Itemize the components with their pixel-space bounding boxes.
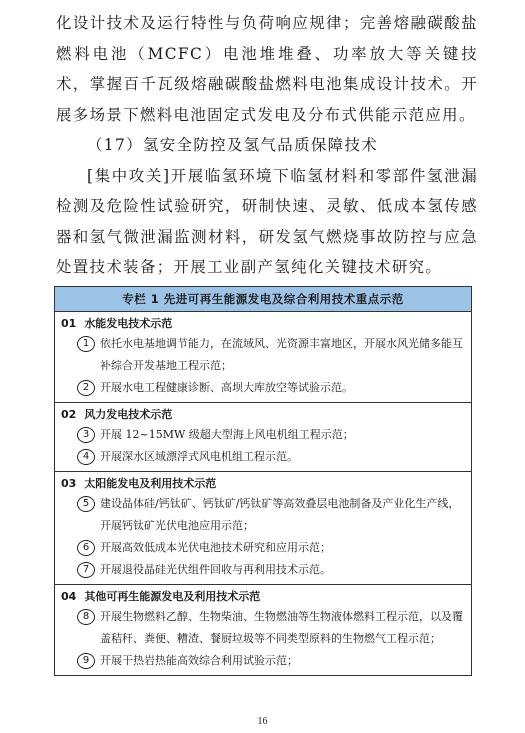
section-number: 01 [61,317,77,330]
list-item [61,537,465,559]
circled-number: 9 [77,653,95,669]
item-text: 建设晶体硅/钙钛矿、钙钛矿/钙钛矿等高效叠层电池制备及产业化生产线，开展钙钛矿光伏电池应用示范； [100,497,460,532]
list-item [61,377,465,399]
section-number: 04 [61,590,77,603]
item-text: 开展水电工程健康诊断、高坝大库放空等试验示范。 [100,381,353,394]
section-title: 太阳能发电及利用技术示范 [84,477,217,490]
item-text: 开展深水区域漂浮式风电机组工程示范。 [100,450,298,463]
circled-number: 3 [77,427,95,443]
section-number: 03 [61,477,77,490]
section-header [61,405,465,424]
circled-number: 6 [77,540,95,556]
list-item [61,559,465,581]
feature-box [54,286,472,676]
circled-number: 5 [77,496,95,512]
list-item [61,650,465,672]
list-item [61,424,465,446]
list-item [61,493,465,537]
section-header [61,587,465,606]
item-text: 依托水电基地调节能力，在流域风、光资源丰富地区，开展水风光储多能互补综合开发基地工程示范； [100,337,463,372]
box-title: 专栏 1 先进可再生能源发电及综合利用技术重点示范 [55,287,471,312]
section-header [61,474,465,493]
box-section [55,312,471,403]
page-number: 16 [257,716,268,727]
box-section [55,585,471,675]
section-heading: （17）氢安全防控及氢气品质保障技术 [87,136,379,154]
item-text: 开展退役晶硅光伏组件回收与再利用技术示范。 [100,563,331,576]
paragraph: [集中攻关]开展临氢环境下临氢材料和零部件氢泄漏检测及危险性试验研究，研制快速、灵敏、低成本氢传感器和氢气微泄漏监测材料，研发氢气燃烧事故防控与应急处置技术装备；开展工业副产氢纯化关键技术研究。 [56,166,478,276]
section-title: 其他可再生能源发电及利用技术示范 [84,590,261,603]
circled-number: 2 [77,380,95,396]
list-item [61,333,465,377]
item-text: 开展干热岩热能高效综合利用试验示范； [100,654,298,667]
section-number: 02 [61,408,77,421]
section-header [61,314,465,333]
paragraph: 化设计技术及运行特性与负荷响应规律；完善熔融碳酸盐燃料电池（MCFC）电池堆堆叠、功率放大等关键技术，掌握百千瓦级熔融碳酸盐燃料电池集成设计技术。开展多场景下燃料电池固定式发电及分布式供能示范应用。 [56,14,478,124]
item-text: 开展生物燃料乙醇、生物柴油、生物燃油等生物液体燃料工程示范，以及覆盖秸秆、粪便、糟渣、餐厨垃圾等不同类型原料的生物燃气工程示范； [100,610,463,645]
circled-number: 4 [77,449,95,465]
list-item [61,606,465,650]
item-text: 开展高效低成本光伏电池技术研究和应用示范； [100,541,331,554]
section-title: 风力发电技术示范 [84,408,173,421]
circled-number: 7 [77,562,95,578]
circled-number: 1 [77,336,95,352]
body-text [56,8,478,283]
circled-number: 8 [77,609,95,625]
list-item [61,446,465,468]
box-section [55,403,471,472]
box-section [55,472,471,585]
section-title: 水能发电技术示范 [84,317,173,330]
item-text: 开展 12~15MW 级超大型海上风电机组工程示范； [100,428,354,441]
